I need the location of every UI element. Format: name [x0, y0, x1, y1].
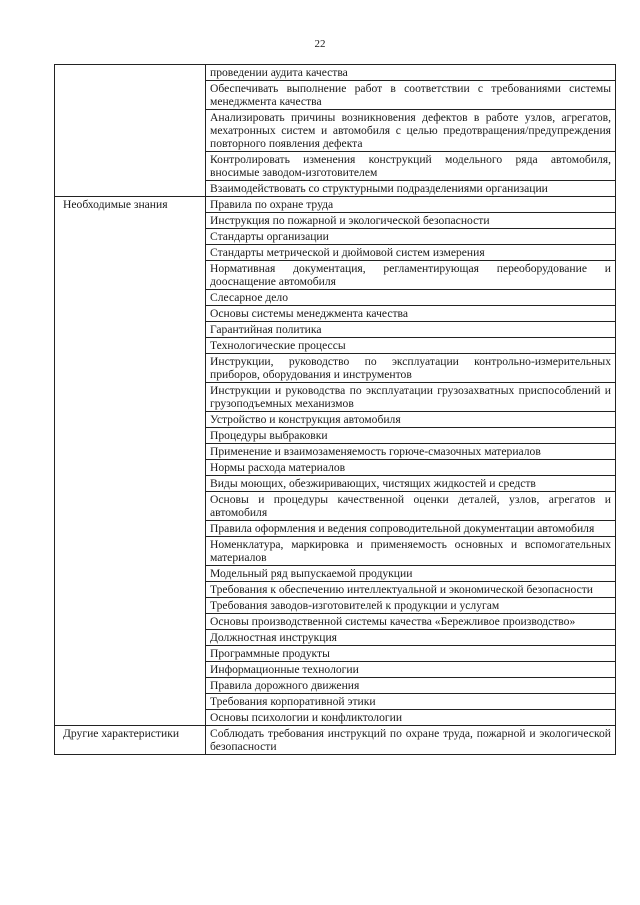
section-label: Необходимые знания: [55, 197, 206, 726]
section-item: Инструкции, руководство по эксплуатации контрольно-измерительных приборов, оборудования и инструментов: [206, 354, 616, 383]
section-item: Технологические процессы: [206, 338, 616, 354]
section-item: Должностная инструкция: [206, 630, 616, 646]
section-item: Информационные технологии: [206, 662, 616, 678]
section-item: Анализировать причины возникновения дефектов в работе узлов, агрегатов, мехатронных систем и автомобиля с целью предотвращения/предупреждения повторного появления дефекта: [206, 110, 616, 152]
section-item: Стандарты организации: [206, 229, 616, 245]
table-row: [55, 197, 616, 213]
competency-table: [54, 64, 616, 755]
section-label: [55, 65, 206, 197]
section-item: Номенклатура, маркировка и применяемость основных и вспомогательных материалов: [206, 537, 616, 566]
table-row: [55, 726, 616, 755]
section-item: проведении аудита качества: [206, 65, 616, 81]
section-item: Правила дорожного движения: [206, 678, 616, 694]
section-item: Гарантийная политика: [206, 322, 616, 338]
section-item: Нормы расхода материалов: [206, 460, 616, 476]
section-item: Обеспечивать выполнение работ в соответствии с требованиями системы менеджмента качества: [206, 81, 616, 110]
section-item: Стандарты метрической и дюймовой систем измерения: [206, 245, 616, 261]
table-body: [55, 65, 616, 755]
section-item: Взаимодействовать со структурными подразделениями организации: [206, 181, 616, 197]
section-item: Контролировать изменения конструкций модельного ряда автомобиля, вносимые заводом-изготовителем: [206, 152, 616, 181]
section-item: Виды моющих, обезжиривающих, чистящих жидкостей и средств: [206, 476, 616, 492]
page-number: 22: [314, 38, 326, 50]
section-label: Другие характеристики: [55, 726, 206, 755]
section-item: Требования заводов-изготовителей к продукции и услугам: [206, 598, 616, 614]
section-item: Инструкция по пожарной и экологической безопасности: [206, 213, 616, 229]
section-item: Требования к обеспечению интеллектуальной и экономической безопасности: [206, 582, 616, 598]
section-item: Основы и процедуры качественной оценки деталей, узлов, агрегатов и автомобиля: [206, 492, 616, 521]
section-item: Модельный ряд выпускаемой продукции: [206, 566, 616, 582]
section-item: Применение и взаимозаменяемость горюче-смазочных материалов: [206, 444, 616, 460]
section-item: Устройство и конструкция автомобиля: [206, 412, 616, 428]
section-item: Основы производственной системы качества «Бережливое производство»: [206, 614, 616, 630]
section-item: Правила оформления и ведения сопроводительной документации автомобиля: [206, 521, 616, 537]
section-item: Процедуры выбраковки: [206, 428, 616, 444]
section-item: Основы системы менеджмента качества: [206, 306, 616, 322]
section-item: Соблюдать требования инструкций по охране труда, пожарной и экологической безопасности: [206, 726, 616, 755]
section-item: Основы психологии и конфликтологии: [206, 710, 616, 726]
section-item: Программные продукты: [206, 646, 616, 662]
section-item: Нормативная документация, регламентирующая переоборудование и дооснащение автомобиля: [206, 261, 616, 290]
section-item: Требования корпоративной этики: [206, 694, 616, 710]
section-item: Правила по охране труда: [206, 197, 616, 213]
table-row: [55, 65, 616, 81]
section-item: Слесарное дело: [206, 290, 616, 306]
section-item: Инструкции и руководства по эксплуатации грузозахватных приспособлений и грузоподъемных механизмов: [206, 383, 616, 412]
